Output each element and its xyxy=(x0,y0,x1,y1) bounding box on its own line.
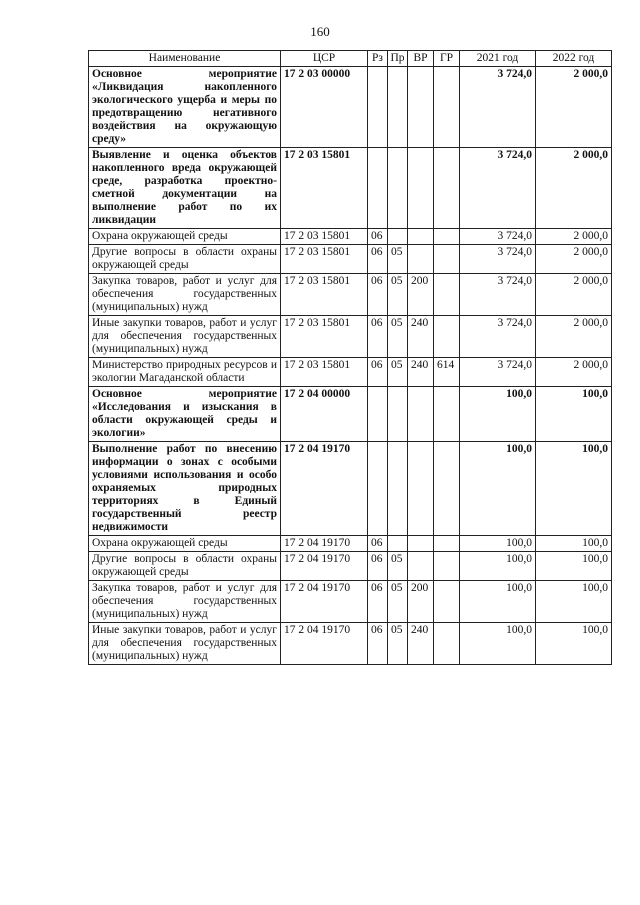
header-gr: ГР xyxy=(434,51,460,67)
row-csr: 17 2 03 15801 xyxy=(281,274,368,316)
row-amount-2022: 2 000,0 xyxy=(536,67,612,148)
row-pr: 05 xyxy=(388,581,408,623)
row-amount-2021: 100,0 xyxy=(460,387,536,442)
table-row xyxy=(89,442,612,536)
row-amount-2021: 3 724,0 xyxy=(460,245,536,274)
row-csr: 17 2 04 19170 xyxy=(281,581,368,623)
row-rz xyxy=(368,442,388,536)
row-rz: 06 xyxy=(368,552,388,581)
row-gr xyxy=(434,67,460,148)
row-amount-2022: 2 000,0 xyxy=(536,148,612,229)
header-name: Наименование xyxy=(89,51,281,67)
row-pr: 05 xyxy=(388,274,408,316)
row-amount-2022: 2 000,0 xyxy=(536,274,612,316)
row-gr xyxy=(434,623,460,665)
row-pr: 05 xyxy=(388,245,408,274)
row-csr: 17 2 03 15801 xyxy=(281,229,368,245)
row-amount-2021: 3 724,0 xyxy=(460,67,536,148)
row-name: Другие вопросы в области охраны окружающей среды xyxy=(89,552,281,581)
header-vr: ВР xyxy=(408,51,434,67)
row-csr: 17 2 04 19170 xyxy=(281,552,368,581)
row-amount-2022: 100,0 xyxy=(536,623,612,665)
row-gr xyxy=(434,442,460,536)
row-name: Закупка товаров, работ и услуг для обеспечения государственных (муниципальных) нужд xyxy=(89,581,281,623)
row-gr xyxy=(434,552,460,581)
row-vr: 240 xyxy=(408,358,434,387)
row-amount-2022: 100,0 xyxy=(536,581,612,623)
row-vr: 200 xyxy=(408,274,434,316)
row-rz: 06 xyxy=(368,358,388,387)
table-row xyxy=(89,245,612,274)
row-rz: 06 xyxy=(368,274,388,316)
table-row xyxy=(89,552,612,581)
row-gr xyxy=(434,316,460,358)
row-amount-2022: 100,0 xyxy=(536,387,612,442)
row-csr: 17 2 04 19170 xyxy=(281,536,368,552)
table-row xyxy=(89,623,612,665)
row-gr xyxy=(434,229,460,245)
row-amount-2021: 3 724,0 xyxy=(460,316,536,358)
row-gr xyxy=(434,245,460,274)
row-rz xyxy=(368,148,388,229)
row-amount-2021: 100,0 xyxy=(460,442,536,536)
row-vr xyxy=(408,442,434,536)
row-pr: 05 xyxy=(388,552,408,581)
row-rz: 06 xyxy=(368,245,388,274)
row-amount-2021: 3 724,0 xyxy=(460,148,536,229)
row-name: Иные закупки товаров, работ и услуг для обеспечения государственных (муниципальных) нужд xyxy=(89,623,281,665)
row-amount-2021: 3 724,0 xyxy=(460,358,536,387)
row-name: Иные закупки товаров, работ и услуг для обеспечения государственных (муниципальных) нужд xyxy=(89,316,281,358)
budget-table xyxy=(88,50,612,665)
row-vr: 240 xyxy=(408,316,434,358)
row-gr xyxy=(434,581,460,623)
row-name: Министерство природных ресурсов и экологии Магаданской области xyxy=(89,358,281,387)
row-name: Основное мероприятие «Исследования и изыскания в области окружающей среды и экологии» xyxy=(89,387,281,442)
table-row xyxy=(89,358,612,387)
row-amount-2021: 3 724,0 xyxy=(460,274,536,316)
row-csr: 17 2 04 19170 xyxy=(281,442,368,536)
row-csr: 17 2 04 19170 xyxy=(281,623,368,665)
row-name: Основное мероприятие «Ликвидация накопленного экологического ущерба и меры по предотвращению негативного воздействия на окружающую среду» xyxy=(89,67,281,148)
table-row xyxy=(89,387,612,442)
header-csr: ЦСР xyxy=(281,51,368,67)
row-amount-2022: 100,0 xyxy=(536,442,612,536)
row-vr: 240 xyxy=(408,623,434,665)
row-csr: 17 2 03 00000 xyxy=(281,67,368,148)
row-rz xyxy=(368,67,388,148)
row-name: Охрана окружающей среды xyxy=(89,229,281,245)
row-amount-2021: 100,0 xyxy=(460,581,536,623)
row-pr xyxy=(388,387,408,442)
row-csr: 17 2 04 00000 xyxy=(281,387,368,442)
row-csr: 17 2 03 15801 xyxy=(281,358,368,387)
row-vr xyxy=(408,536,434,552)
row-pr xyxy=(388,67,408,148)
table-row xyxy=(89,316,612,358)
row-vr xyxy=(408,552,434,581)
row-amount-2021: 100,0 xyxy=(460,536,536,552)
table-row xyxy=(89,274,612,316)
row-gr: 614 xyxy=(434,358,460,387)
row-rz: 06 xyxy=(368,536,388,552)
row-gr xyxy=(434,536,460,552)
row-pr xyxy=(388,442,408,536)
row-vr xyxy=(408,67,434,148)
header-rz: Рз xyxy=(368,51,388,67)
row-gr xyxy=(434,274,460,316)
row-csr: 17 2 03 15801 xyxy=(281,316,368,358)
row-vr xyxy=(408,229,434,245)
row-rz: 06 xyxy=(368,316,388,358)
row-amount-2022: 100,0 xyxy=(536,552,612,581)
page-number: 160 xyxy=(310,24,330,39)
header-2022: 2022 год xyxy=(536,51,612,67)
row-rz: 06 xyxy=(368,581,388,623)
row-name: Выявление и оценка объектов накопленного вреда окружающей среде, разработка проектно-сметной документации на выполнение работ по их ликвидации xyxy=(89,148,281,229)
row-csr: 17 2 03 15801 xyxy=(281,245,368,274)
row-pr: 05 xyxy=(388,316,408,358)
row-vr xyxy=(408,387,434,442)
table-row xyxy=(89,536,612,552)
table-body xyxy=(89,67,612,665)
row-pr xyxy=(388,229,408,245)
row-amount-2022: 2 000,0 xyxy=(536,358,612,387)
row-gr xyxy=(434,148,460,229)
row-csr: 17 2 03 15801 xyxy=(281,148,368,229)
table-row xyxy=(89,229,612,245)
row-amount-2021: 3 724,0 xyxy=(460,229,536,245)
row-vr xyxy=(408,148,434,229)
row-rz: 06 xyxy=(368,623,388,665)
header-2021: 2021 год xyxy=(460,51,536,67)
row-pr: 05 xyxy=(388,623,408,665)
row-rz xyxy=(368,387,388,442)
row-pr xyxy=(388,148,408,229)
row-name: Выполнение работ по внесению информации о зонах с особыми условиями использования и особо охраняемых природных территориях в Единый государственный реестр недвижимости xyxy=(89,442,281,536)
row-amount-2022: 100,0 xyxy=(536,536,612,552)
row-amount-2021: 100,0 xyxy=(460,552,536,581)
row-vr: 200 xyxy=(408,581,434,623)
row-vr xyxy=(408,245,434,274)
table-row xyxy=(89,67,612,148)
row-pr: 05 xyxy=(388,358,408,387)
row-pr xyxy=(388,536,408,552)
row-name: Другие вопросы в области охраны окружающей среды xyxy=(89,245,281,274)
row-amount-2022: 2 000,0 xyxy=(536,229,612,245)
row-amount-2021: 100,0 xyxy=(460,623,536,665)
row-name: Охрана окружающей среды xyxy=(89,536,281,552)
table-row xyxy=(89,148,612,229)
row-gr xyxy=(434,387,460,442)
row-rz: 06 xyxy=(368,229,388,245)
header-pr: Пр xyxy=(388,51,408,67)
row-amount-2022: 2 000,0 xyxy=(536,245,612,274)
table-header-row xyxy=(89,51,612,67)
table-row xyxy=(89,581,612,623)
row-name: Закупка товаров, работ и услуг для обеспечения государственных (муниципальных) нужд xyxy=(89,274,281,316)
row-amount-2022: 2 000,0 xyxy=(536,316,612,358)
